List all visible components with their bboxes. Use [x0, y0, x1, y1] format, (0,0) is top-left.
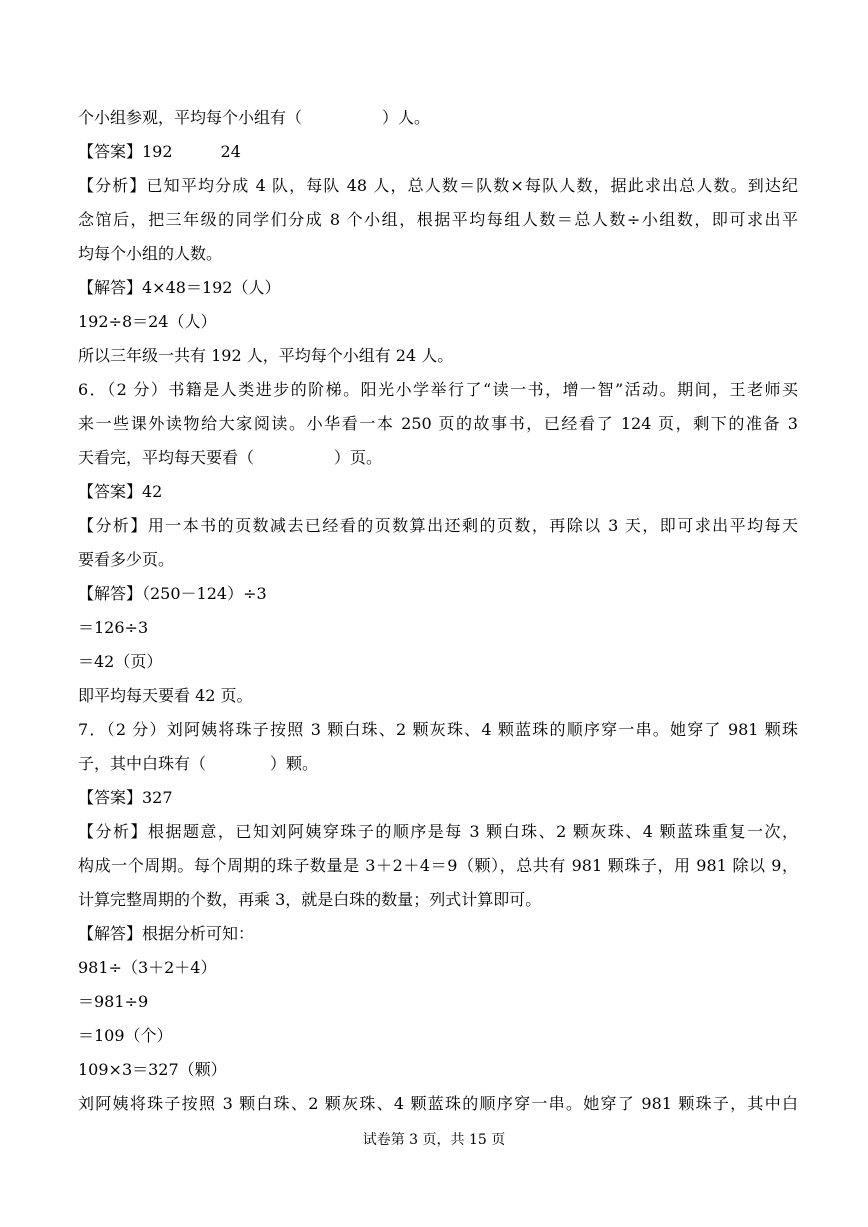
text-line: 所以三年级一共有 192 人，平均每个小组有 24 人。: [78, 346, 454, 365]
text-line: 来一些课外读物给大家阅读。小华看一本 250 页的故事书，已经看了 124 页，剩下的准备 3: [78, 414, 798, 433]
text-line: 念馆后，把三年级的同学们分成 8 个小组，根据平均每组人数＝总人数÷小组数，即可求出平: [78, 210, 798, 229]
answer-line: 【答案】42: [78, 482, 163, 501]
answer-line: 【答案】192 24: [78, 142, 241, 161]
page-footer: 试卷第 3 页，共 15 页: [362, 1132, 506, 1148]
analysis-line: 【分析】用一本书的页数减去已经看的页数算出还剩的页数，再除以 3 天，即可求出平均每天: [78, 516, 798, 535]
text-line: 109×3＝327（颗）: [78, 1060, 227, 1079]
text-line: 981÷（3＋2＋4）: [78, 958, 217, 977]
text-line: ＝42（页）: [78, 652, 163, 671]
text-line: ＝126÷3: [78, 618, 149, 637]
text-line: 构成一个周期。每个周期的珠子数量是 3＋2＋4＝9（颗），总共有 981 颗珠子，用 981 除以 9，: [78, 856, 798, 875]
answer-line: 【答案】327: [78, 788, 173, 807]
solution-line: 【解答】（250－124）÷3: [78, 584, 267, 603]
text-line: ＝981÷9: [78, 992, 149, 1011]
analysis-line: 【分析】根据题意，已知刘阿姨穿珠子的顺序是每 3 颗白珠、2 颗灰珠、4 颗蓝珠重复一次，: [78, 822, 798, 841]
solution-line: 【解答】根据分析可知：: [78, 924, 255, 943]
analysis-line: 【分析】已知平均分成 4 队，每队 48 人，总人数＝队数×每队人数，据此求出总人数。到达纪: [78, 176, 798, 195]
text-line: 刘阿姨将珠子按照 3 颗白珠、2 颗灰珠、4 颗蓝珠的顺序穿一串。她穿了 981 颗珠子，其中白: [78, 1094, 798, 1113]
text-line: ＝109（个）: [78, 1026, 173, 1045]
text-line: 天看完，平均每天要看（ ）页。: [78, 448, 383, 467]
text-line: 个小组参观，平均每个小组有（ ）人。: [78, 108, 431, 127]
solution-line: 【解答】4×48＝192（人）: [78, 278, 281, 297]
text-line: 子，其中白珠有（ ）颗。: [78, 754, 319, 773]
text-line: 要看多少页。: [78, 550, 175, 569]
text-line: 计算完整周期的个数，再乘 3，就是白珠的数量；列式计算即可。: [78, 890, 542, 909]
question-line: 7．（2 分）刘阿姨将珠子按照 3 颗白珠、2 颗灰珠、4 颗蓝珠的顺序穿一串。她穿了 981 颗珠: [78, 720, 798, 739]
text-line: 即平均每天要看 42 页。: [78, 686, 253, 705]
text-line: 均每个小组的人数。: [78, 244, 223, 263]
question-line: 6．（2 分）书籍是人类进步的阶梯。阳光小学举行了“读一书，增一智”活动。期间，王老师买: [78, 380, 798, 399]
page-content: [78, 101, 798, 1121]
text-line: 192÷8＝24（人）: [78, 312, 217, 331]
